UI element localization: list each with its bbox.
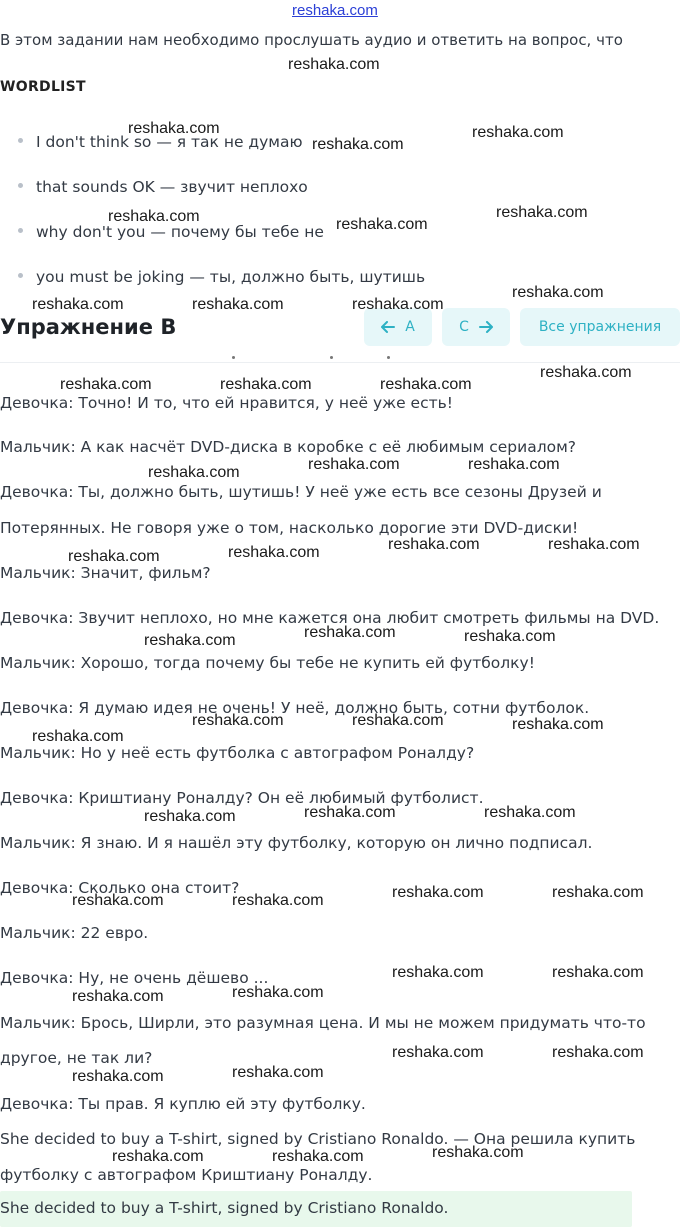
watermark: reshaka.com <box>304 624 396 641</box>
dialogue-line: Девочка: Сколько она стоит? <box>0 879 240 897</box>
watermark: reshaka.com <box>392 964 484 981</box>
watermark: reshaka.com <box>288 56 380 73</box>
intro-text: В этом задании нам необходимо прослушать аудио и ответить на вопрос, что <box>0 31 623 49</box>
watermark: reshaka.com <box>232 1064 324 1081</box>
answer-highlight-text: She decided to buy a T-shirt, signed by Cristiano Ronaldo. <box>0 1199 449 1217</box>
bullet-icon <box>18 273 23 278</box>
watermark: reshaka.com <box>392 1044 484 1061</box>
watermark: reshaka.com <box>32 728 124 745</box>
watermark: reshaka.com <box>308 456 400 473</box>
watermark: reshaka.com <box>552 1044 644 1061</box>
watermark: reshaka.com <box>72 1068 164 1085</box>
dialogue-line: Мальчик: Но у неё есть футболка с автографом Роналду? <box>0 744 475 762</box>
watermark: reshaka.com <box>72 988 164 1005</box>
wordlist-heading: WORDLIST <box>0 79 86 95</box>
dialogue-line: другое, не так ли? <box>0 1049 153 1067</box>
dialogue-line: Девочка: Ты, должно быть, шутишь! У неё уже есть все сезоны Друзей и <box>0 483 602 501</box>
watermark: reshaka.com <box>220 376 312 393</box>
watermark: reshaka.com <box>464 628 556 645</box>
dialogue-line: Мальчик: Я знаю. И я нашёл эту футболку, которую он лично подписал. <box>0 834 593 852</box>
wordlist-item <box>18 268 425 286</box>
watermark: reshaka.com <box>232 984 324 1001</box>
watermark: reshaka.com <box>60 376 152 393</box>
bullet-icon <box>18 183 23 188</box>
watermark: reshaka.com <box>32 296 124 313</box>
watermark: reshaka.com <box>552 884 644 901</box>
answer-text-line: She decided to buy a T-shirt, signed by Cristiano Ronaldo. — Она решила купить <box>0 1130 636 1148</box>
watermark: reshaka.com <box>336 216 428 233</box>
watermark: reshaka.com <box>512 716 604 733</box>
all-exercises-button[interactable] <box>520 308 680 346</box>
watermark: reshaka.com <box>484 804 576 821</box>
wordlist-item-text: I don't think so — я так не думаю <box>36 133 303 151</box>
site-link[interactable]: reshaka.com <box>292 2 378 19</box>
exercise-title: Упражнение B <box>0 315 177 339</box>
watermark: reshaka.com <box>496 204 588 221</box>
watermark: reshaka.com <box>112 1148 204 1165</box>
wordlist-item <box>18 223 324 241</box>
watermark: reshaka.com <box>380 376 472 393</box>
arrow-left-icon <box>381 321 395 333</box>
watermark: reshaka.com <box>148 464 240 481</box>
watermark: reshaka.com <box>392 884 484 901</box>
watermark: reshaka.com <box>352 296 444 313</box>
watermark: reshaka.com <box>128 120 220 137</box>
wordlist-item-text: why don't you — почему бы тебе не <box>36 223 324 241</box>
watermark: reshaka.com <box>512 284 604 301</box>
dialogue-line: Мальчик: А как насчёт DVD-диска в коробке с её любимым сериалом? <box>0 438 577 456</box>
dialogue-line: Девочка: Я думаю идея не очень! У неё, должно быть, сотни футболок. <box>0 699 590 717</box>
dialogue-line: Девочка: Ты прав. Я куплю ей эту футболку. <box>0 1095 366 1113</box>
wordlist-item-text: you must be joking — ты, должно быть, шутишь <box>36 268 426 286</box>
watermark: reshaka.com <box>388 536 480 553</box>
dialogue-line: Мальчик: Значит, фильм? <box>0 564 211 582</box>
dialogue-line: Девочка: Криштиану Роналду? Он её любимый футболист. <box>0 789 484 807</box>
watermark: reshaka.com <box>192 296 284 313</box>
next-exercise-label: C <box>459 319 469 335</box>
dialogue-line: Девочка: Ну, не очень дёшево ... <box>0 969 269 987</box>
dialogue-line: Мальчик: Хорошо, тогда почему бы тебе не купить ей футболку! <box>0 654 535 672</box>
watermark: reshaka.com <box>68 548 160 565</box>
watermark: reshaka.com <box>432 1144 524 1161</box>
wordlist-item-text: that sounds OK — звучит неплохо <box>36 178 308 196</box>
all-exercises-label: Все упражнения <box>538 319 662 335</box>
answer-text-line: футболку с автографом Криштиану Роналду. <box>0 1166 373 1184</box>
dialogue-line: Девочка: Звучит неплохо, но мне кажется она любит смотреть фильмы на DVD. <box>0 609 660 627</box>
bullet-icon <box>18 138 23 143</box>
watermark: reshaka.com <box>540 364 632 381</box>
watermark: reshaka.com <box>192 712 284 729</box>
prev-exercise-button[interactable] <box>364 308 432 346</box>
dialogue-line: Девочка: Точно! И то, что ей нравится, у неё уже есть! <box>0 394 453 412</box>
watermark: reshaka.com <box>272 1148 364 1165</box>
watermark: reshaka.com <box>108 208 200 225</box>
watermark: reshaka.com <box>312 136 404 153</box>
next-exercise-button[interactable] <box>442 308 510 346</box>
dialogue-line: Мальчик: 22 евро. <box>0 924 149 942</box>
watermark: reshaka.com <box>232 892 324 909</box>
watermark: reshaka.com <box>548 536 640 553</box>
watermark: reshaka.com <box>468 456 560 473</box>
answer-highlight <box>0 1191 632 1227</box>
watermark: reshaka.com <box>72 892 164 909</box>
divider <box>0 362 680 363</box>
wordlist-item <box>18 133 303 151</box>
bullet-icon <box>18 228 23 233</box>
dialogue-line: Потерянных. Не говоря уже о том, насколько дорогие эти DVD-диски! <box>0 519 579 537</box>
arrow-right-icon <box>479 321 493 333</box>
dialogue-line: Мальчик: Брось, Ширли, это разумная цена. И мы не можем придумать что-то <box>0 1014 646 1032</box>
prev-exercise-label: A <box>405 319 415 335</box>
watermark: reshaka.com <box>228 544 320 561</box>
watermark: reshaka.com <box>352 712 444 729</box>
watermark: reshaka.com <box>304 804 396 821</box>
wordlist-item <box>18 178 308 196</box>
watermark: reshaka.com <box>144 808 236 825</box>
watermark: reshaka.com <box>472 124 564 141</box>
watermark: reshaka.com <box>552 964 644 981</box>
watermark: reshaka.com <box>144 632 236 649</box>
